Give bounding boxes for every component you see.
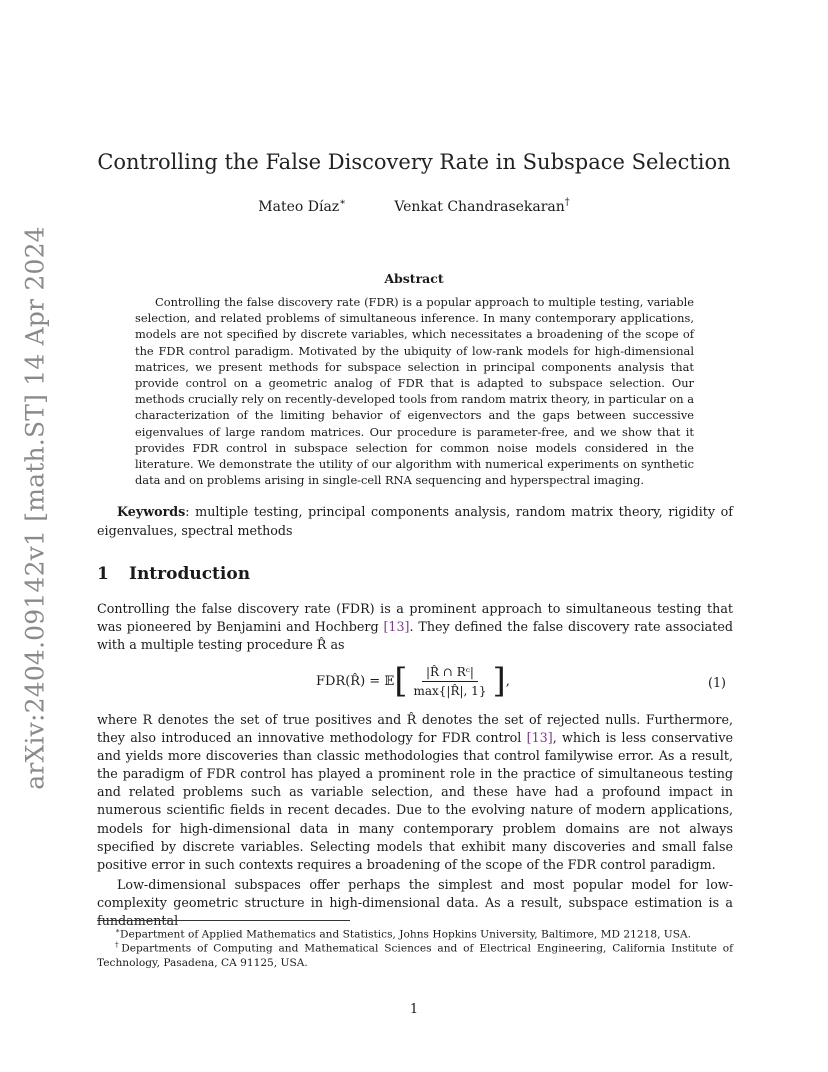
equation-number: (1) (708, 675, 726, 690)
author-2-name: Venkat Chandrasekaran (394, 198, 565, 215)
equation-fraction (410, 665, 491, 698)
keywords (97, 502, 733, 540)
equation-fdr (316, 660, 510, 702)
para1-text-b: . They defined the false discovery rate associated with a multiple testing procedure R̂ as (97, 619, 733, 653)
author-1-name: Mateo Díaz (258, 198, 340, 215)
keywords-list: : multiple testing, principal components analysis, random matrix theory, rigidity of eigenvalues, spectral methods (97, 504, 733, 538)
left-bracket: [ (394, 661, 408, 701)
citation-link[interactable]: [13] (526, 730, 553, 746)
equation-lhs: FDR(R̂) = 𝔼 (316, 673, 395, 689)
author-2-mark: † (564, 197, 570, 208)
arxiv-sidebar-stamp: arXiv:2404.09142v1 [math.ST] 14 Apr 2024 (20, 226, 50, 790)
author-list (0, 197, 828, 215)
author-1-mark: ∗ (339, 197, 346, 208)
paper-title: Controlling the False Discovery Rate in Subspace Selection (97, 150, 731, 174)
author-1 (258, 197, 346, 215)
equation-denominator: max{|R̂|, 1} (413, 683, 487, 698)
author-2 (394, 197, 569, 215)
intro-paragraph-1 (97, 600, 733, 654)
para1-text-a: Controlling the false discovery rate (FDR) is a prominent approach to simultaneous testing that was pioneered by Benjamini and Hochberg (97, 601, 733, 635)
footnote-2-text: Departments of Computing and Mathematical Sciences and of Electrical Engineering, California Institute of Technology, Pasadena, CA 91125, USA. (97, 942, 734, 970)
section-number: 1 (97, 564, 109, 584)
intro-paragraph-2 (97, 711, 733, 874)
abstract-heading: Abstract (384, 271, 444, 286)
equation-tail: , (505, 673, 510, 689)
footnote-2-mark: † (115, 940, 122, 949)
section-title: Introduction (129, 564, 251, 584)
citation-link[interactable]: [13] (383, 619, 410, 635)
footnote-2 (97, 938, 733, 971)
equation-numerator: |R̂ ∩ Rᶜ| (422, 665, 478, 682)
para2-text-a: where R denotes the set of true positives and R̂ denotes the set of rejected nulls. Furthermore, they also introduced an innovative methodology for FDR control (97, 712, 733, 746)
footnote-1-mark: ∗ (115, 926, 121, 935)
footnote-rule (97, 920, 350, 921)
section-heading (97, 564, 250, 584)
right-bracket: ] (492, 661, 506, 701)
footnote-1-text: Department of Applied Mathematics and Statistics, Johns Hopkins University, Baltimore, MD 21218, USA. (120, 928, 692, 941)
page-number: 1 (409, 1002, 419, 1017)
abstract-body: Controlling the false discovery rate (FDR) is a popular approach to multiple testing, variable selection, and related problems of simultaneous inference. In many contemporary applications, models are not specified by discrete variables, which necessitates a broadening of the scope of the FDR control paradigm. Motivated by the ubiquity of low-rank models for high-dimensional matrices, we present methods for subspace selection in principal components analysis that provide control on a geometric analog of FDR that is adapted to subspace selection. Our methods crucially rely on recently-developed tools from random matrix theory, in particular on a characterization of the limiting behavior of eigenvectors and the gaps between successive eigenvalues of large random matrices. Our procedure is parameter-free, and we show that it provides FDR control in subspace selection for common noise models considered in the literature. We demonstrate the utility of our algorithm with numerical experiments on synthetic data and on problems arising in single-cell RNA sequencing and hyperspectral imaging. (135, 295, 694, 488)
keywords-label: Keywords (117, 504, 186, 519)
intro-paragraph-3: Low-dimensional subspaces offer perhaps the simplest and most popular model for low-complexity geometric structure in high-dimensional data. As a result, subspace estimation is a fundamental (97, 877, 733, 929)
para2-text-b: , which is less conservative and yields more discoveries than classic methodologies that control familywise error. As a result, the paradigm of FDR control has played a prominent role in the practice of simultaneous testing and related problems such as variable selection, and these have had a profound impact in numerous scientific fields in recent decades. Due to the evolving nature of modern applications, models for high-dimensional data in many contemporary problem domains are not always specified by discrete variables. Selecting models that exhibit many discoveries and small false positive error in such contexts requires a broadening of the scope of the FDR control paradigm. (97, 730, 733, 872)
